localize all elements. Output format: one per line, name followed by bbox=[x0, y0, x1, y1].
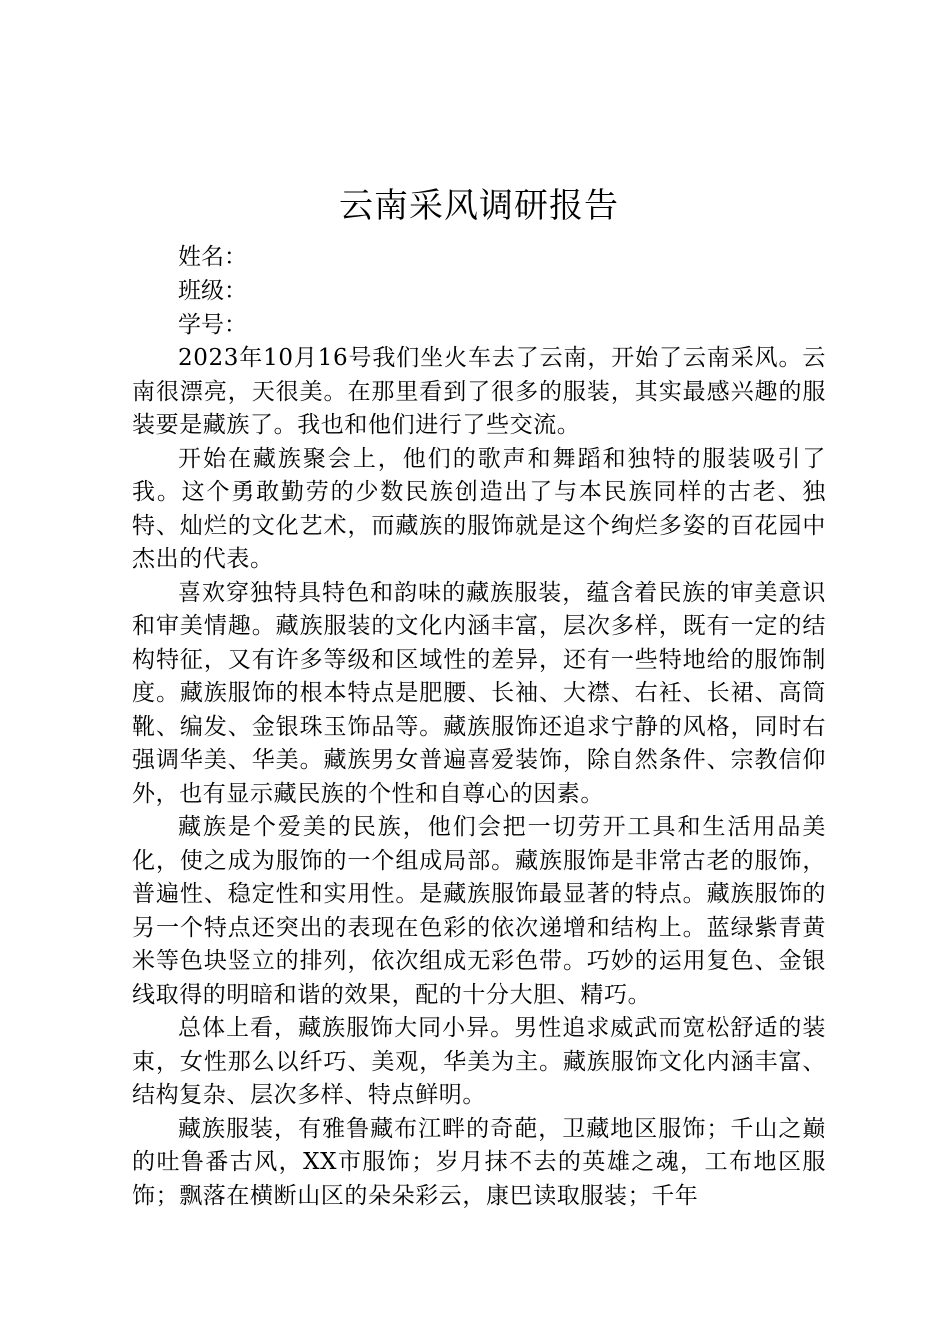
document-title: 云南采风调研报告 bbox=[339, 186, 619, 226]
student-id-field-label: 学号： bbox=[178, 312, 247, 338]
paragraph-regional-costumes: 藏族服装，有雅鲁藏布江畔的奇葩，卫藏地区服饰；千山之巅的吐鲁番古风，XX市服饰；岁月抹不去的英雄之魂，工布地区服饰；飘落在横断山区的朵朵彩云，康巴读取服装；千年 bbox=[132, 1115, 826, 1209]
paragraph-beauty-loving: 藏族是个爱美的民族，他们会把一切劳开工具和生活用品美化，使之成为服饰的一个组成局部。藏族服饰是非常古老的服饰，普遍性、稳定性和实用性。是藏族服饰最显著的特点。藏族服饰的另一个特点还突出的表现在色彩的依次递增和结构上。蓝绿紫青黄米等色块竖立的排列，依次组成无彩色带。巧妙的运用复色、金银线取得的明暗和谐的效果，配的十分大胆、精巧。 bbox=[132, 814, 826, 1008]
paragraph-overall-view: 总体上看，藏族服饰大同小异。男性追求威武而宽松舒适的装束，女性那么以纤巧、美观，华美为主。藏族服饰文化内涵丰富、结构复杂、层次多样、特点鲜明。 bbox=[132, 1015, 826, 1108]
paragraph-trip-intro: 2023年10月16号我们坐火车去了云南，开始了云南采风。云南很漂亮，天很美。在那里看到了很多的服装，其实最感兴趣的服装要是藏族了。我也和他们进行了些交流。 bbox=[132, 345, 826, 438]
name-field-label: 姓名： bbox=[178, 244, 247, 270]
paragraph-costume-features: 喜欢穿独特具特色和韵味的藏族服装，蕴含着民族的审美意识和审美情趣。藏族服装的文化内涵丰富，层次多样，既有一定的结构特征，又有许多等级和区域性的差异，还有一些特地给的服饰制度。藏族服饰的根本特点是肥腰、长袖、大襟、右衽、长裙、高筒靴、编发、金银珠玉饰品等。藏族服饰还追求宁静的风格，同时右强调华美、华美。藏族男女普遍喜爱装饰，除自然条件、宗教信仰外，也有显示藏民族的个性和自尊心的因素。 bbox=[132, 579, 826, 807]
paragraph-tibetan-gathering: 开始在藏族聚会上，他们的歌声和舞蹈和独特的服装吸引了我。这个勇敢勤劳的少数民族创造出了与本民族同样的古老、独特、灿烂的文化艺术，而藏族的服饰就是这个绚烂多姿的百花园中杰出的代表。 bbox=[132, 445, 826, 572]
class-field-label: 班级： bbox=[178, 278, 247, 304]
document-page bbox=[132, 178, 826, 1213]
